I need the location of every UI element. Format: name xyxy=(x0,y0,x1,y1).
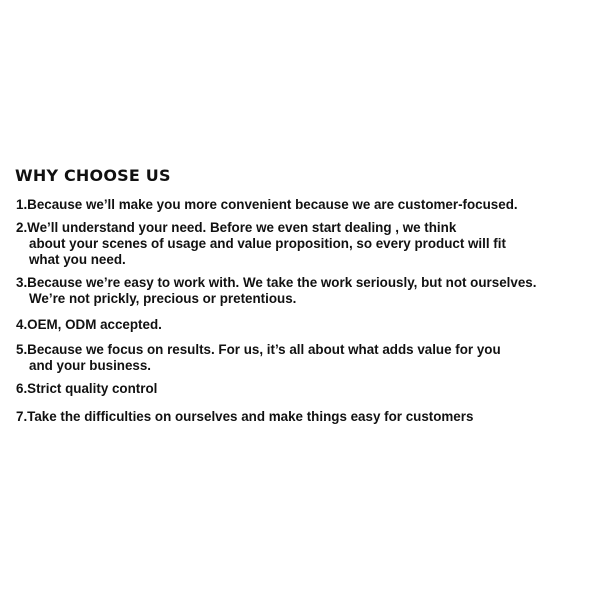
reason-item-4 xyxy=(16,317,162,333)
reason-2-line-2: about your scenes of usage and value proposition, so every product will fit xyxy=(29,236,506,251)
reason-3-line-2: We’re not prickly, precious or pretentious. xyxy=(29,291,297,306)
reason-item-1 xyxy=(16,197,518,213)
reason-item-6 xyxy=(16,381,157,397)
section-heading: WHY CHOOSE US xyxy=(15,166,171,185)
reason-4-line-1: 4.OEM, ODM accepted. xyxy=(16,317,162,332)
reason-item-5 xyxy=(16,342,501,374)
reason-item-2 xyxy=(16,220,506,268)
reason-5-line-2: and your business. xyxy=(29,358,152,373)
reason-item-3 xyxy=(16,275,536,307)
reason-5-line-1: 5.Because we focus on results. For us, it’s all about what adds value for you xyxy=(16,342,501,357)
reason-3-line-1: 3.Because we’re easy to work with. We take the work seriously, but not ourselves. xyxy=(16,275,537,290)
reason-2-line-1: 2.We’ll understand your need. Before we even start dealing , we think xyxy=(16,220,457,235)
reason-6-line-1: 6.Strict quality control xyxy=(16,381,158,396)
reason-7-line-1: 7.Take the difficulties on ourselves and make things easy for customers xyxy=(16,409,474,424)
reason-1-line-1: 1.Because we’ll make you more convenient because we are customer-focused. xyxy=(16,197,518,212)
reason-item-7 xyxy=(16,409,473,425)
reason-2-line-3: what you need. xyxy=(29,252,126,267)
